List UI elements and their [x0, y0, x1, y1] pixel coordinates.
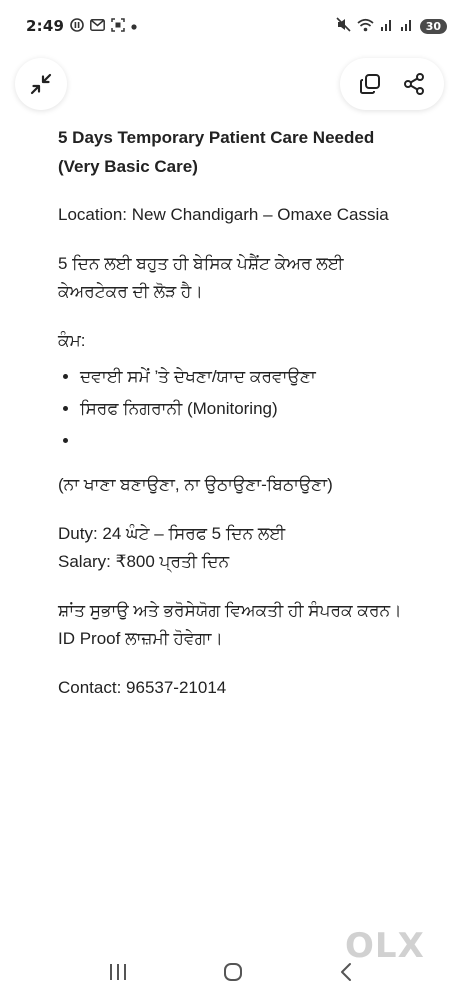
signal-icon	[400, 18, 414, 35]
share-icon[interactable]	[397, 67, 431, 101]
collapse-button[interactable]	[15, 58, 67, 110]
copy-icon[interactable]	[353, 67, 387, 101]
pause-circle-icon	[70, 18, 84, 35]
post-requirement: ਸ਼ਾਂਤ ਸੁਭਾਉ ਅਤੇ ਭਰੋਸੇਯੋਗ ਵਿਅਕਤੀ ਹੀ ਸੰਪਰਕ ਕਰਨ।	[58, 600, 402, 620]
mute-icon	[336, 17, 351, 35]
nav-bar	[0, 950, 461, 999]
tasks-list	[58, 361, 418, 457]
post-contact: Contact: 96537-21014	[58, 677, 227, 697]
status-time: 2:49	[26, 17, 65, 35]
back-icon[interactable]	[337, 961, 355, 988]
post-id-proof: ID Proof ਲਾਜ਼ਮੀ ਹੋਵੇਗਾ।	[58, 629, 223, 648]
list-item: • ਦਵਾਈ ਸਮੇਂ ’ਤੇ ਦੇਖਣਾ/ਯਾਦ ਕਰਵਾਉਣਾ	[80, 361, 418, 393]
olx-logo-text: OLX	[345, 926, 425, 966]
collapse-arrows-icon	[24, 67, 58, 101]
battery-badge: 30	[420, 19, 447, 34]
post-title: 5 Days Temporary Patient Care Needed (Very Basic Care)	[58, 128, 375, 176]
status-bar	[0, 0, 461, 52]
dot-icon	[131, 19, 137, 33]
post-note: (ਨਾ ਖਾਣਾ ਬਣਾਉਣਾ, ਨਾ ਉਠਾਉਣਾ-ਬਿਠਾਉਣਾ)	[58, 475, 333, 494]
post-content	[58, 124, 418, 722]
gmail-icon	[90, 19, 105, 34]
list-item: • ਸਿਰਫ ਨਿਗਰਾਨੀ (Monitoring)	[80, 393, 418, 425]
signal-icon	[380, 18, 394, 35]
post-location: Location: New Chandigarh – Omaxe Cassia	[58, 205, 389, 224]
post-intro: 5 ਦਿਨ ਲਈ ਬਹੁਤ ਹੀ ਬੇਸਿਕ ਪੇਸ਼ੈਂਟ ਕੇਅਰ ਲਈ ਕੇਅਰਟੇਕਰ ਦੀ ਲੋੜ ਹੈ।	[58, 253, 344, 301]
post-duty: Duty: 24 ਘੰਟੇ – ਸਿਰਫ 5 ਦਿਨ ਲਈ	[58, 523, 286, 543]
screenshot-icon	[111, 18, 125, 35]
post-salary: Salary: ₹800 ਪ੍ਰਤੀ ਦਿਨ	[58, 552, 230, 571]
wifi-icon	[357, 18, 374, 35]
tasks-heading: ਕੰਮ:	[58, 330, 86, 350]
action-pill	[340, 58, 444, 110]
home-icon[interactable]	[222, 961, 244, 988]
list-item	[80, 425, 418, 457]
recent-apps-icon[interactable]	[107, 962, 129, 987]
